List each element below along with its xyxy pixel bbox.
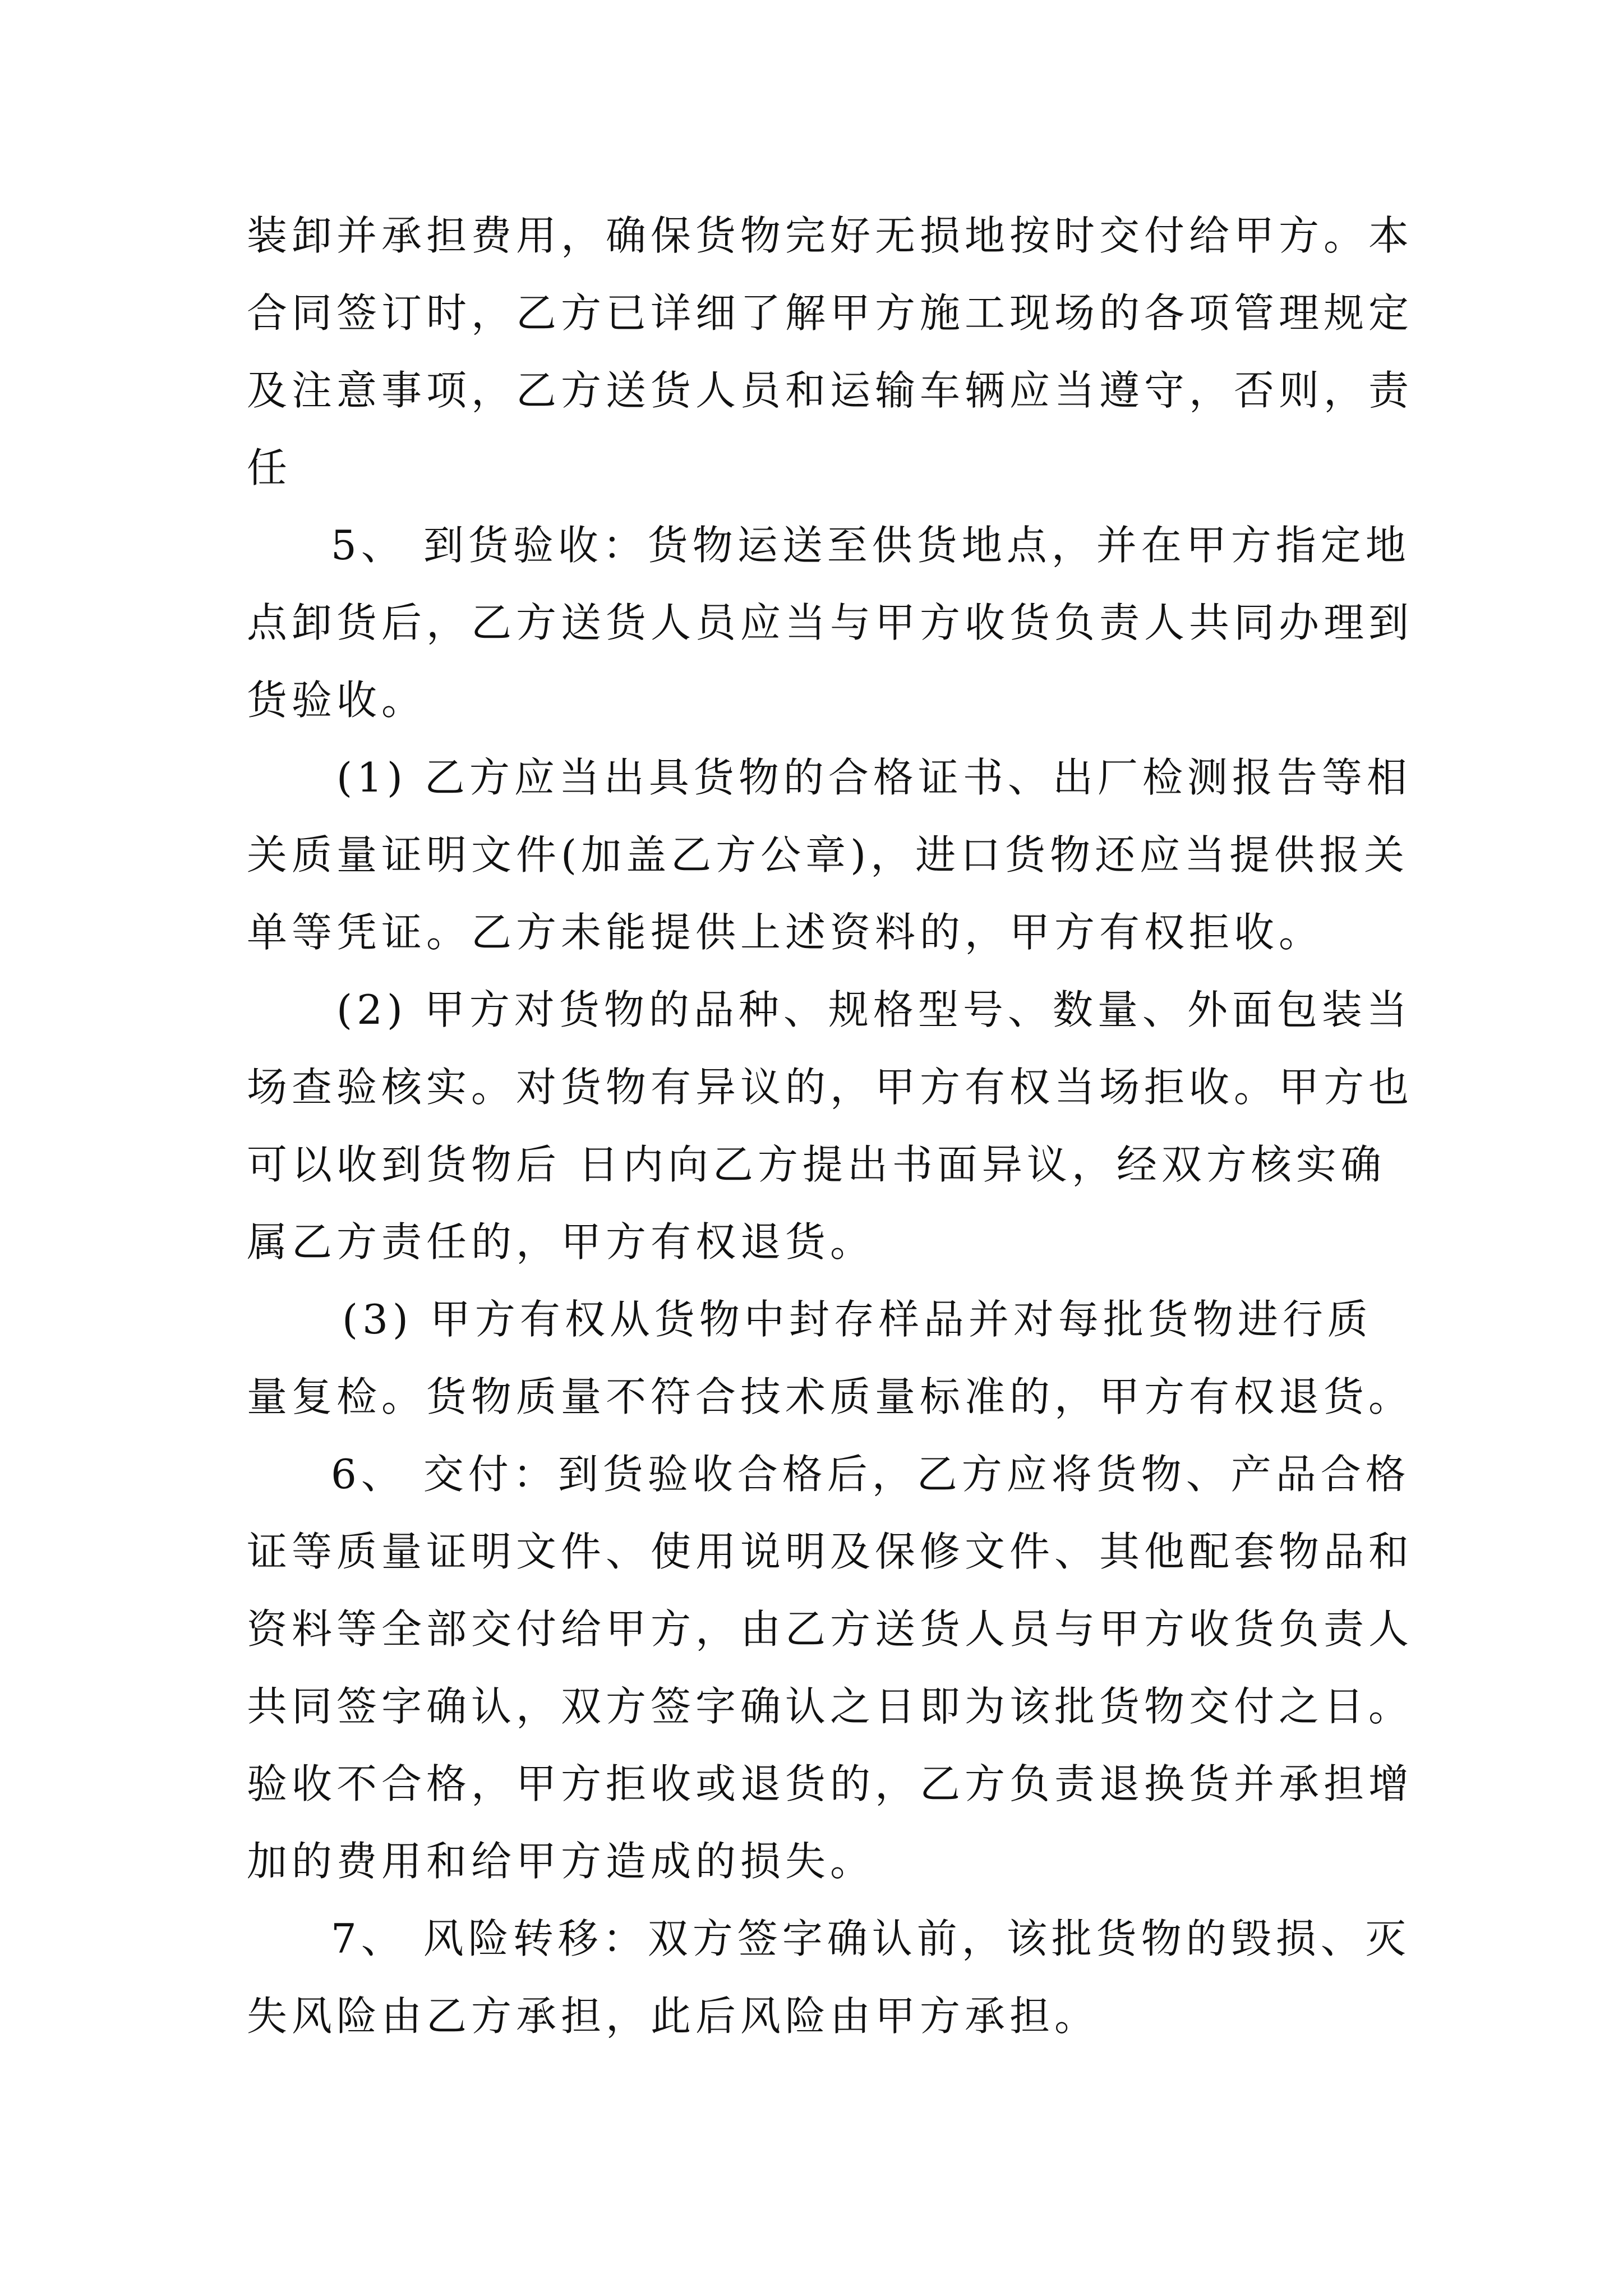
text-line-21: 验收不合格，甲方拒收或退货的，乙方负责退换货并承担增	[247, 1760, 1414, 1807]
text-line-24: 失风险由乙方承担，此后风险由甲方承担。	[247, 1993, 1100, 2040]
text-line-23: 7、 风险转移：双方签字确认前，该批货物的毁损、灭	[331, 1915, 1410, 1962]
text-line-3: 及注意事项，乙方送货人员和运输车辆应当遵守，否则，责	[247, 367, 1414, 414]
text-line-20: 共同签字确认，双方签字确认之日即为该批货物交付之日。	[247, 1683, 1414, 1730]
text-line-4: 任	[247, 444, 292, 491]
text-line-13: 可以收到货物后 日内向乙方提出书面异议，经双方核实确	[247, 1141, 1386, 1188]
text-line-2: 合同签订时，乙方已详细了解甲方施工现场的各项管理规定	[247, 289, 1414, 337]
text-line-16: 量复检。货物质量不符合技术质量标准的，甲方有权退货。	[247, 1373, 1414, 1420]
text-line-10: 单等凭证。乙方未能提供上述资料的，甲方有权拒收。	[247, 909, 1324, 956]
text-line-18: 证等质量证明文件、使用说明及保修文件、其他配套物品和	[247, 1528, 1414, 1575]
text-line-5: 5、 到货验收：货物运送至供货地点，并在甲方指定地	[331, 522, 1410, 569]
text-line-14: 属乙方责任的，甲方有权退货。	[247, 1218, 875, 1266]
text-line-6: 点卸货后，乙方送货人员应当与甲方收货负责人共同办理到	[247, 599, 1414, 646]
text-line-1: 装卸并承担费用，确保货物完好无损地按时交付给甲方。本	[247, 212, 1414, 259]
text-line-17: 6、 交付：到货验收合格后，乙方应将货物、产品合格	[331, 1451, 1410, 1498]
text-line-8: (1) 乙方应当出具货物的合格证书、出厂检测报告等相	[336, 754, 1412, 801]
text-line-7: 货验收。	[247, 677, 427, 724]
text-line-15: (3) 甲方有权从货物中封存样品并对每批货物进行质	[342, 1296, 1372, 1343]
text-line-9: 关质量证明文件(加盖乙方公章)，进口货物还应当提供报关	[247, 831, 1409, 878]
text-line-22: 加的费用和给甲方造成的损失。	[247, 1838, 875, 1885]
text-line-12: 场查验核实。对货物有异议的，甲方有权当场拒收。甲方也	[247, 1064, 1414, 1111]
text-line-19: 资料等全部交付给甲方，由乙方送货人员与甲方收货负责人	[247, 1605, 1414, 1653]
text-line-11: (2) 甲方对货物的品种、规格型号、数量、外面包装当	[336, 986, 1412, 1033]
